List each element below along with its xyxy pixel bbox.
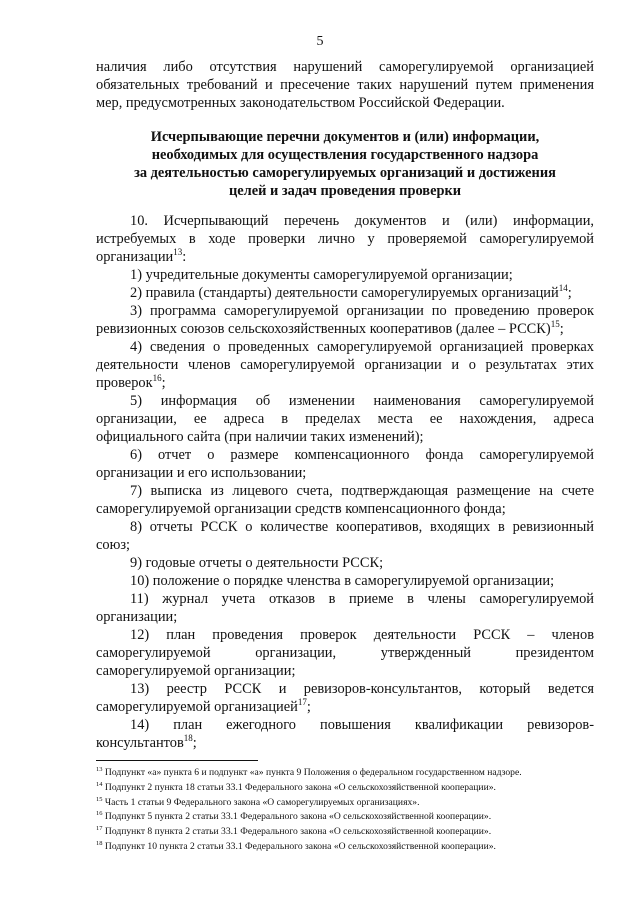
text-line: проверок$^{16}$; [96, 373, 166, 391]
heading-line: целей и задач проведения проверки [228, 183, 462, 199]
footnote: $^{16}$ Подпункт 5 пункта 2 статьи 33.1 Федерального закона «О сельскохозяйственной кооперации». [96, 810, 492, 823]
footnote: $^{15}$ Часть 1 статьи 9 Федерального закона «О саморегулируемых организациях». [96, 795, 420, 808]
list-item: 11) журнал учета отказов в приеме в члены саморегулируемой [130, 591, 594, 607]
text-line: организации$^{13}$: [96, 247, 187, 265]
page-number: 5 [316, 34, 324, 49]
text-line: саморегулируемой организации средств компенсационного фонда; [96, 501, 506, 517]
footnote-ref: 18 [183, 733, 193, 744]
text-line: 10. Исчерпывающий перечень документов и (или) информации, [130, 213, 594, 229]
list-item: 7) выписка из лицевого счета, подтверждающая размещение на счете [130, 483, 594, 499]
text-line: организации и его использовании; [96, 465, 307, 481]
heading-line: за деятельностью саморегулируемых организаций и достижения [134, 165, 556, 181]
footnote-ref: 13 [173, 247, 183, 258]
footnote-ref: 16 [152, 373, 162, 384]
list-item: 1) учредительные документы саморегулируемой организации; [130, 267, 513, 283]
document-list [96, 212, 594, 752]
text-line: саморегулируемой организации; [96, 663, 296, 679]
section-heading [96, 128, 594, 200]
footnote-divider [96, 760, 258, 761]
text-line: деятельности членов саморегулируемой организации и о результатах этих [96, 357, 594, 373]
list-item: 8) отчеты РССК о количестве кооперативов, входящих в ревизионный [130, 519, 594, 535]
text-line: организации; [96, 609, 178, 625]
list-item: 6) отчет о размере компенсационного фонда саморегулируемой [130, 447, 594, 463]
text-line: саморегулируемой организацией$^{17}$; [96, 697, 311, 715]
footnote: $^{14}$ Подпункт 2 пункта 18 статьи 33.1 Федерального закона «О сельскохозяйственной кооперации». [96, 780, 496, 793]
footnote-ref: 14 [558, 283, 568, 294]
text-line: саморегулируемой организации, утвержденный президентом [96, 645, 594, 661]
footnote: $^{13}$ Подпункт «а» пункта 6 и подпункт «а» пункта 9 Положения о федеральном государственном надзоре. [96, 765, 522, 778]
heading-line: необходимых для осуществления государственного надзора [151, 147, 539, 163]
list-item: 12) план проведения проверок деятельности РССК – членов [130, 627, 594, 643]
text-line: истребуемых в ходе проверки лично у проверяемой саморегулируемой [96, 231, 594, 247]
list-item: 4) сведения о проведенных саморегулируемой организацией проверках [130, 339, 594, 355]
text-line: обязательных требований и пресечение таких нарушений путем применения [96, 77, 594, 93]
list-item: 5) информация об изменении наименования саморегулируемой [130, 393, 594, 409]
text-line: союз; [96, 537, 131, 553]
list-item: 2) правила (стандарты) деятельности саморегулируемых организаций$^{14}$; [130, 283, 572, 301]
list-item: 9) годовые отчеты о деятельности РССК; [130, 555, 384, 571]
list-item: 14) план ежегодного повышения квалификации ревизоров- [130, 717, 594, 733]
text-line: организации, ее адреса в пределах места ее нахождения, адреса [96, 411, 594, 427]
footnote: $^{18}$ Подпункт 10 пункта 2 статьи 33.1 Федерального закона «О сельскохозяйственной кооперации». [96, 839, 496, 852]
text-line: наличия либо отсутствия нарушений саморегулируемой организацией [96, 59, 594, 75]
text-line: мер, предусмотренных законодательством Российской Федерации. [96, 95, 505, 111]
list-item: 10) положение о порядке членства в саморегулируемой организации; [130, 573, 555, 589]
footnote: $^{17}$ Подпункт 8 пункта 2 статьи 33.1 Федерального закона «О сельскохозяйственной кооперации». [96, 825, 492, 838]
list-item: 13) реестр РССК и ревизоров-консультантов, который ведется [130, 681, 594, 697]
footnotes [96, 766, 596, 855]
text-line: ревизионных союзов сельскохозяйственных кооперативов (далее – РССК)$^{15}$; [96, 319, 564, 337]
footnote-ref: 17 [297, 697, 307, 708]
text-line: официального сайта (при наличии таких изменений); [96, 429, 424, 445]
list-item: 3) программа саморегулируемой организации по проведению проверок [130, 303, 594, 319]
footnote-ref: 15 [550, 319, 560, 330]
heading-line: Исчерпывающие перечни документов и (или) информации, [150, 129, 540, 145]
intro-paragraph [96, 58, 594, 112]
text-line: консультантов$^{18}$; [96, 733, 197, 751]
